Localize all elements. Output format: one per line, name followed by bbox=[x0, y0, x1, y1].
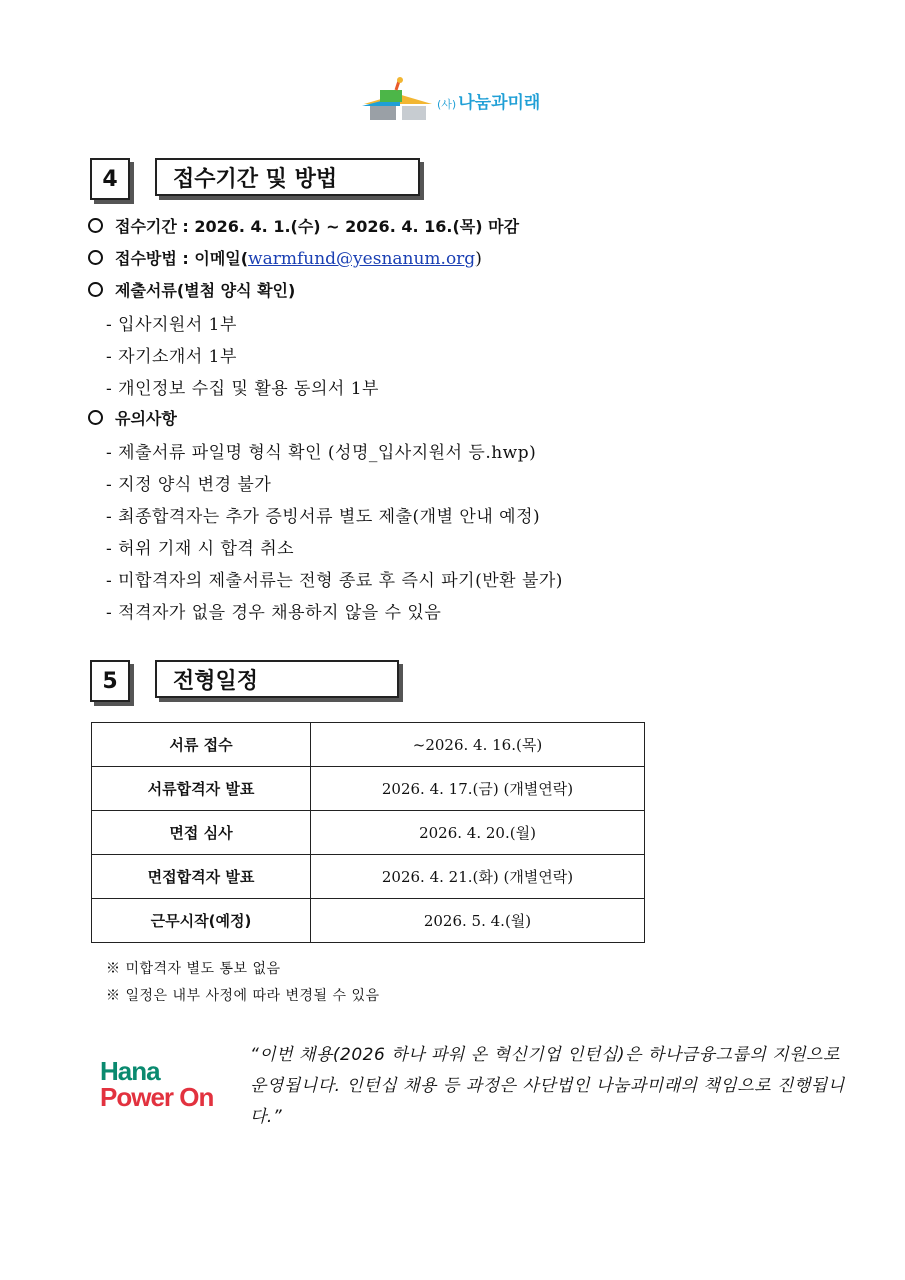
date-cell: 2026. 4. 21.(화) (개별연락) bbox=[311, 855, 645, 899]
bullet-icon bbox=[88, 250, 103, 265]
doc-item: - 입사지원서 1부 bbox=[106, 315, 237, 335]
doc-item: - 자기소개서 1부 bbox=[106, 347, 237, 367]
note-item: - 최종합격자는 추가 증빙서류 별도 제출(개별 안내 예정) bbox=[106, 507, 541, 527]
method-close: ) bbox=[475, 249, 482, 269]
stage-cell: 근무시작(예정) bbox=[92, 899, 311, 943]
hana-power-on-logo bbox=[100, 1058, 213, 1110]
table-row bbox=[92, 767, 645, 811]
date-cell: 2026. 4. 20.(월) bbox=[311, 811, 645, 855]
note-item: - 적격자가 없을 경우 채용하지 않을 수 있음 bbox=[106, 603, 442, 623]
org-logo bbox=[362, 76, 572, 122]
org-prefix: (사) bbox=[437, 98, 457, 111]
hana-logo-line2: Power On bbox=[100, 1082, 214, 1112]
stage-cell: 면접합격자 발표 bbox=[92, 855, 311, 899]
section-5-title: 전형일정 bbox=[155, 660, 399, 698]
bullet-icon bbox=[88, 282, 103, 297]
method-text: 접수방법 : 이메일( bbox=[115, 249, 249, 268]
docs-heading-text: 제출서류(별첨 양식 확인) bbox=[115, 281, 296, 300]
section-4-number: 4 bbox=[90, 158, 130, 200]
stage-cell: 면접 심사 bbox=[92, 811, 311, 855]
section-4-title: 접수기간 및 방법 bbox=[155, 158, 420, 196]
table-row bbox=[92, 855, 645, 899]
footnote: ※ 미합격자 별도 통보 없음 bbox=[106, 961, 281, 977]
email-link[interactable]: warmfund@yesnanum.org bbox=[248, 249, 476, 269]
note-item: - 제출서류 파일명 형식 확인 (성명_입사지원서 등.hwp) bbox=[106, 443, 537, 463]
date-cell: ~2026. 4. 16.(목) bbox=[311, 723, 645, 767]
method-line bbox=[88, 246, 482, 269]
house-logo-icon bbox=[362, 76, 434, 122]
date-cell: 2026. 4. 17.(금) (개별연락) bbox=[311, 767, 645, 811]
notes-heading-text: 유의사항 bbox=[115, 409, 177, 428]
table-row bbox=[92, 811, 645, 855]
footnote: ※ 일정은 내부 사정에 따라 변경될 수 있음 bbox=[106, 988, 380, 1004]
note-item: - 허위 기재 시 합격 취소 bbox=[106, 539, 295, 559]
period-text: 접수기간 : 2026. 4. 1.(수) ~ 2026. 4. 16.(목) 마감 bbox=[115, 217, 520, 236]
stage-cell: 서류합격자 발표 bbox=[92, 767, 311, 811]
org-name-text: 나눔과미래 bbox=[458, 93, 541, 113]
schedule-table bbox=[91, 722, 645, 943]
sponsor-quote: “이번 채용(2026 하나 파워 온 혁신기업 인턴십)은 하나금융그룹의 지원으로 운영됩니다. 인턴십 채용 등 과정은 사단법인 나눔과미래의 책임으로 진행됩니다.” bbox=[250, 1045, 845, 1127]
bullet-icon bbox=[88, 410, 103, 425]
hana-logo-line1: Hana bbox=[100, 1056, 160, 1086]
docs-heading bbox=[88, 278, 295, 301]
org-name bbox=[437, 88, 540, 113]
stage-cell: 서류 접수 bbox=[92, 723, 311, 767]
note-item: - 지정 양식 변경 불가 bbox=[106, 475, 272, 495]
period-line bbox=[88, 214, 519, 237]
notes-heading bbox=[88, 406, 177, 429]
doc-item: - 개인정보 수집 및 활용 동의서 1부 bbox=[106, 379, 379, 399]
bullet-icon bbox=[88, 218, 103, 233]
table-row bbox=[92, 723, 645, 767]
table-row bbox=[92, 899, 645, 943]
section-5-number: 5 bbox=[90, 660, 130, 702]
date-cell: 2026. 5. 4.(월) bbox=[311, 899, 645, 943]
note-item: - 미합격자의 제출서류는 전형 종료 후 즉시 파기(반환 불가) bbox=[106, 571, 563, 591]
